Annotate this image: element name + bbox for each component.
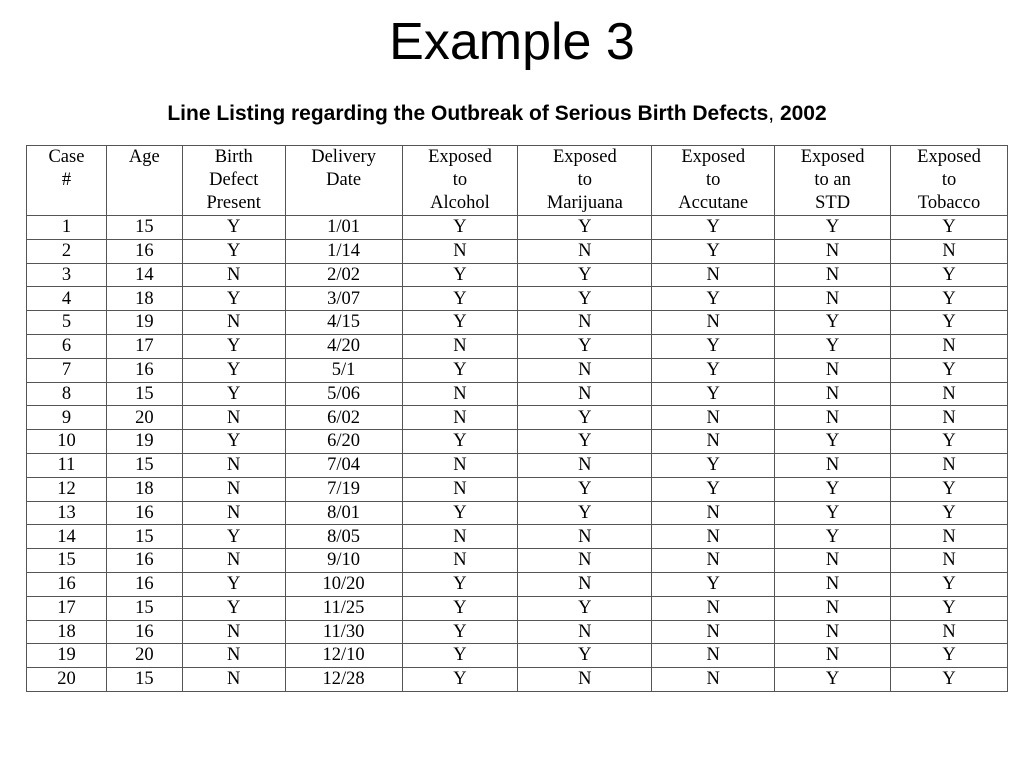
cell-std: N — [775, 549, 891, 573]
cell-marijuana: Y — [518, 477, 652, 501]
table-row — [27, 453, 1008, 477]
cell-birth-defect: Y — [182, 430, 285, 454]
header-exposed-tobacco: Exposed to Tobacco — [891, 146, 1008, 216]
cell-delivery-date: 10/20 — [285, 572, 402, 596]
cell-delivery-date: 6/02 — [285, 406, 402, 430]
cell-alcohol: N — [402, 239, 518, 263]
table-row — [27, 644, 1008, 668]
cell-age: 16 — [106, 549, 182, 573]
cell-case-number: 12 — [27, 477, 107, 501]
header-age: Age — [106, 146, 182, 216]
cell-age: 19 — [106, 311, 182, 335]
cell-case-number: 20 — [27, 668, 107, 692]
cell-tobacco: N — [891, 525, 1008, 549]
cell-std: N — [775, 382, 891, 406]
cell-delivery-date: 5/1 — [285, 358, 402, 382]
cell-tobacco: N — [891, 406, 1008, 430]
table-row — [27, 549, 1008, 573]
cell-birth-defect: N — [182, 620, 285, 644]
cell-alcohol: Y — [402, 311, 518, 335]
cell-std: N — [775, 406, 891, 430]
cell-marijuana: N — [518, 453, 652, 477]
cell-alcohol: Y — [402, 430, 518, 454]
cell-case-number: 8 — [27, 382, 107, 406]
subtitle-year: 2002 — [779, 102, 827, 125]
cell-tobacco: Y — [891, 430, 1008, 454]
cell-birth-defect: Y — [182, 382, 285, 406]
cell-birth-defect: N — [182, 501, 285, 525]
cell-delivery-date: 5/06 — [285, 382, 402, 406]
cell-marijuana: Y — [518, 644, 652, 668]
cell-age: 18 — [106, 477, 182, 501]
cell-std: N — [775, 572, 891, 596]
cell-age: 14 — [106, 263, 182, 287]
cell-delivery-date: 12/10 — [285, 644, 402, 668]
cell-accutane: Y — [652, 216, 775, 240]
cell-age: 18 — [106, 287, 182, 311]
cell-age: 15 — [106, 453, 182, 477]
cell-marijuana: Y — [518, 596, 652, 620]
cell-delivery-date: 8/01 — [285, 501, 402, 525]
table-row — [27, 477, 1008, 501]
header-exposed-std: Exposed to an STD — [775, 146, 891, 216]
cell-std: N — [775, 287, 891, 311]
cell-marijuana: Y — [518, 501, 652, 525]
cell-marijuana: Y — [518, 216, 652, 240]
cell-birth-defect: Y — [182, 596, 285, 620]
cell-tobacco: Y — [891, 287, 1008, 311]
cell-accutane: N — [652, 501, 775, 525]
cell-alcohol: Y — [402, 596, 518, 620]
cell-case-number: 17 — [27, 596, 107, 620]
cell-age: 16 — [106, 239, 182, 263]
cell-std: Y — [775, 334, 891, 358]
table-row — [27, 358, 1008, 382]
cell-std: N — [775, 263, 891, 287]
cell-accutane: N — [652, 263, 775, 287]
header-case-number: Case # — [27, 146, 107, 216]
cell-delivery-date: 11/25 — [285, 596, 402, 620]
cell-marijuana: Y — [518, 263, 652, 287]
cell-accutane: N — [652, 596, 775, 620]
cell-accutane: Y — [652, 572, 775, 596]
cell-age: 16 — [106, 572, 182, 596]
line-listing-table — [26, 145, 1008, 692]
cell-delivery-date: 8/05 — [285, 525, 402, 549]
cell-accutane: N — [652, 406, 775, 430]
cell-alcohol: Y — [402, 620, 518, 644]
cell-delivery-date: 1/01 — [285, 216, 402, 240]
cell-alcohol: Y — [402, 358, 518, 382]
cell-birth-defect: N — [182, 668, 285, 692]
table-row — [27, 668, 1008, 692]
cell-birth-defect: Y — [182, 525, 285, 549]
cell-marijuana: N — [518, 525, 652, 549]
cell-birth-defect: Y — [182, 572, 285, 596]
cell-std: N — [775, 239, 891, 263]
cell-marijuana: N — [518, 549, 652, 573]
cell-birth-defect: N — [182, 406, 285, 430]
cell-delivery-date: 7/19 — [285, 477, 402, 501]
header-delivery-date: Delivery Date — [285, 146, 402, 216]
cell-case-number: 15 — [27, 549, 107, 573]
table-header — [27, 146, 1008, 216]
cell-birth-defect: N — [182, 477, 285, 501]
cell-delivery-date: 2/02 — [285, 263, 402, 287]
cell-marijuana: Y — [518, 334, 652, 358]
cell-delivery-date: 4/15 — [285, 311, 402, 335]
cell-tobacco: Y — [891, 668, 1008, 692]
cell-age: 19 — [106, 430, 182, 454]
cell-tobacco: Y — [891, 644, 1008, 668]
cell-alcohol: Y — [402, 572, 518, 596]
cell-accutane: Y — [652, 382, 775, 406]
header-exposed-accutane: Exposed to Accutane — [652, 146, 775, 216]
cell-tobacco: Y — [891, 572, 1008, 596]
cell-birth-defect: Y — [182, 216, 285, 240]
cell-tobacco: Y — [891, 477, 1008, 501]
cell-accutane: Y — [652, 477, 775, 501]
cell-age: 17 — [106, 334, 182, 358]
cell-marijuana: N — [518, 239, 652, 263]
cell-tobacco: Y — [891, 311, 1008, 335]
cell-alcohol: Y — [402, 287, 518, 311]
cell-birth-defect: Y — [182, 239, 285, 263]
cell-marijuana: N — [518, 620, 652, 644]
cell-tobacco: N — [891, 549, 1008, 573]
cell-alcohol: N — [402, 406, 518, 430]
cell-tobacco: N — [891, 620, 1008, 644]
cell-birth-defect: N — [182, 311, 285, 335]
cell-delivery-date: 3/07 — [285, 287, 402, 311]
cell-alcohol: Y — [402, 216, 518, 240]
cell-marijuana: N — [518, 382, 652, 406]
cell-case-number: 16 — [27, 572, 107, 596]
table-row — [27, 525, 1008, 549]
cell-accutane: Y — [652, 239, 775, 263]
cell-accutane: N — [652, 668, 775, 692]
cell-tobacco: Y — [891, 216, 1008, 240]
cell-delivery-date: 7/04 — [285, 453, 402, 477]
cell-tobacco: N — [891, 382, 1008, 406]
table-row — [27, 311, 1008, 335]
cell-alcohol: N — [402, 334, 518, 358]
table-row — [27, 334, 1008, 358]
cell-marijuana: Y — [518, 406, 652, 430]
cell-birth-defect: Y — [182, 287, 285, 311]
cell-alcohol: N — [402, 453, 518, 477]
cell-birth-defect: N — [182, 263, 285, 287]
table-row — [27, 239, 1008, 263]
cell-alcohol: Y — [402, 644, 518, 668]
cell-age: 15 — [106, 668, 182, 692]
cell-tobacco: Y — [891, 501, 1008, 525]
cell-alcohol: N — [402, 525, 518, 549]
cell-std: Y — [775, 501, 891, 525]
cell-case-number: 10 — [27, 430, 107, 454]
cell-age: 20 — [106, 406, 182, 430]
header-birth-defect-present: Birth Defect Present — [182, 146, 285, 216]
cell-age: 15 — [106, 596, 182, 620]
table-row — [27, 430, 1008, 454]
cell-std: Y — [775, 525, 891, 549]
cell-case-number: 7 — [27, 358, 107, 382]
cell-age: 16 — [106, 358, 182, 382]
cell-tobacco: N — [891, 239, 1008, 263]
slide-title: Example 3 — [389, 13, 635, 71]
cell-case-number: 18 — [27, 620, 107, 644]
cell-case-number: 14 — [27, 525, 107, 549]
cell-tobacco: Y — [891, 358, 1008, 382]
cell-alcohol: N — [402, 477, 518, 501]
table-row — [27, 406, 1008, 430]
cell-std: Y — [775, 430, 891, 454]
cell-std: N — [775, 358, 891, 382]
cell-birth-defect: Y — [182, 334, 285, 358]
cell-accutane: Y — [652, 453, 775, 477]
cell-delivery-date: 1/14 — [285, 239, 402, 263]
cell-case-number: 6 — [27, 334, 107, 358]
cell-case-number: 5 — [27, 311, 107, 335]
cell-delivery-date: 6/20 — [285, 430, 402, 454]
cell-birth-defect: Y — [182, 358, 285, 382]
cell-case-number: 11 — [27, 453, 107, 477]
cell-case-number: 2 — [27, 239, 107, 263]
cell-accutane: Y — [652, 287, 775, 311]
cell-age: 16 — [106, 501, 182, 525]
cell-tobacco: N — [891, 453, 1008, 477]
cell-tobacco: N — [891, 334, 1008, 358]
cell-delivery-date: 9/10 — [285, 549, 402, 573]
cell-case-number: 19 — [27, 644, 107, 668]
cell-age: 20 — [106, 644, 182, 668]
cell-marijuana: Y — [518, 430, 652, 454]
cell-alcohol: Y — [402, 263, 518, 287]
cell-marijuana: Y — [518, 287, 652, 311]
cell-delivery-date: 12/28 — [285, 668, 402, 692]
table-row — [27, 216, 1008, 240]
table-row — [27, 263, 1008, 287]
cell-alcohol: Y — [402, 501, 518, 525]
cell-case-number: 3 — [27, 263, 107, 287]
table-row — [27, 382, 1008, 406]
cell-accutane: N — [652, 644, 775, 668]
cell-alcohol: Y — [402, 668, 518, 692]
subtitle-separator: , — [768, 102, 775, 125]
cell-alcohol: N — [402, 382, 518, 406]
cell-age: 15 — [106, 382, 182, 406]
header-exposed-marijuana: Exposed to Marijuana — [518, 146, 652, 216]
cell-marijuana: N — [518, 311, 652, 335]
cell-case-number: 9 — [27, 406, 107, 430]
cell-std: Y — [775, 477, 891, 501]
subtitle-main: Line Listing regarding the Outbreak of Serious Birth Defects — [167, 102, 769, 125]
cell-accutane: Y — [652, 358, 775, 382]
cell-case-number: 4 — [27, 287, 107, 311]
cell-tobacco: Y — [891, 263, 1008, 287]
cell-birth-defect: N — [182, 453, 285, 477]
table-row — [27, 501, 1008, 525]
cell-age: 16 — [106, 620, 182, 644]
cell-accutane: N — [652, 620, 775, 644]
cell-marijuana: N — [518, 668, 652, 692]
cell-alcohol: N — [402, 549, 518, 573]
cell-std: N — [775, 644, 891, 668]
cell-std: Y — [775, 216, 891, 240]
cell-accutane: Y — [652, 334, 775, 358]
cell-std: Y — [775, 311, 891, 335]
cell-std: Y — [775, 668, 891, 692]
table-row — [27, 287, 1008, 311]
table-row — [27, 620, 1008, 644]
cell-delivery-date: 4/20 — [285, 334, 402, 358]
cell-marijuana: N — [518, 358, 652, 382]
cell-accutane: N — [652, 525, 775, 549]
header-exposed-alcohol: Exposed to Alcohol — [402, 146, 518, 216]
table-subtitle — [0, 102, 994, 126]
cell-case-number: 13 — [27, 501, 107, 525]
cell-case-number: 1 — [27, 216, 107, 240]
cell-age: 15 — [106, 525, 182, 549]
header-row — [27, 146, 1008, 216]
cell-std: N — [775, 596, 891, 620]
cell-birth-defect: N — [182, 549, 285, 573]
cell-std: N — [775, 620, 891, 644]
cell-tobacco: Y — [891, 596, 1008, 620]
table-row — [27, 572, 1008, 596]
cell-birth-defect: N — [182, 644, 285, 668]
cell-accutane: N — [652, 430, 775, 454]
cell-accutane: N — [652, 549, 775, 573]
cell-std: N — [775, 453, 891, 477]
table-body — [27, 216, 1008, 692]
cell-marijuana: N — [518, 572, 652, 596]
cell-accutane: N — [652, 311, 775, 335]
cell-age: 15 — [106, 216, 182, 240]
table-row — [27, 596, 1008, 620]
cell-delivery-date: 11/30 — [285, 620, 402, 644]
